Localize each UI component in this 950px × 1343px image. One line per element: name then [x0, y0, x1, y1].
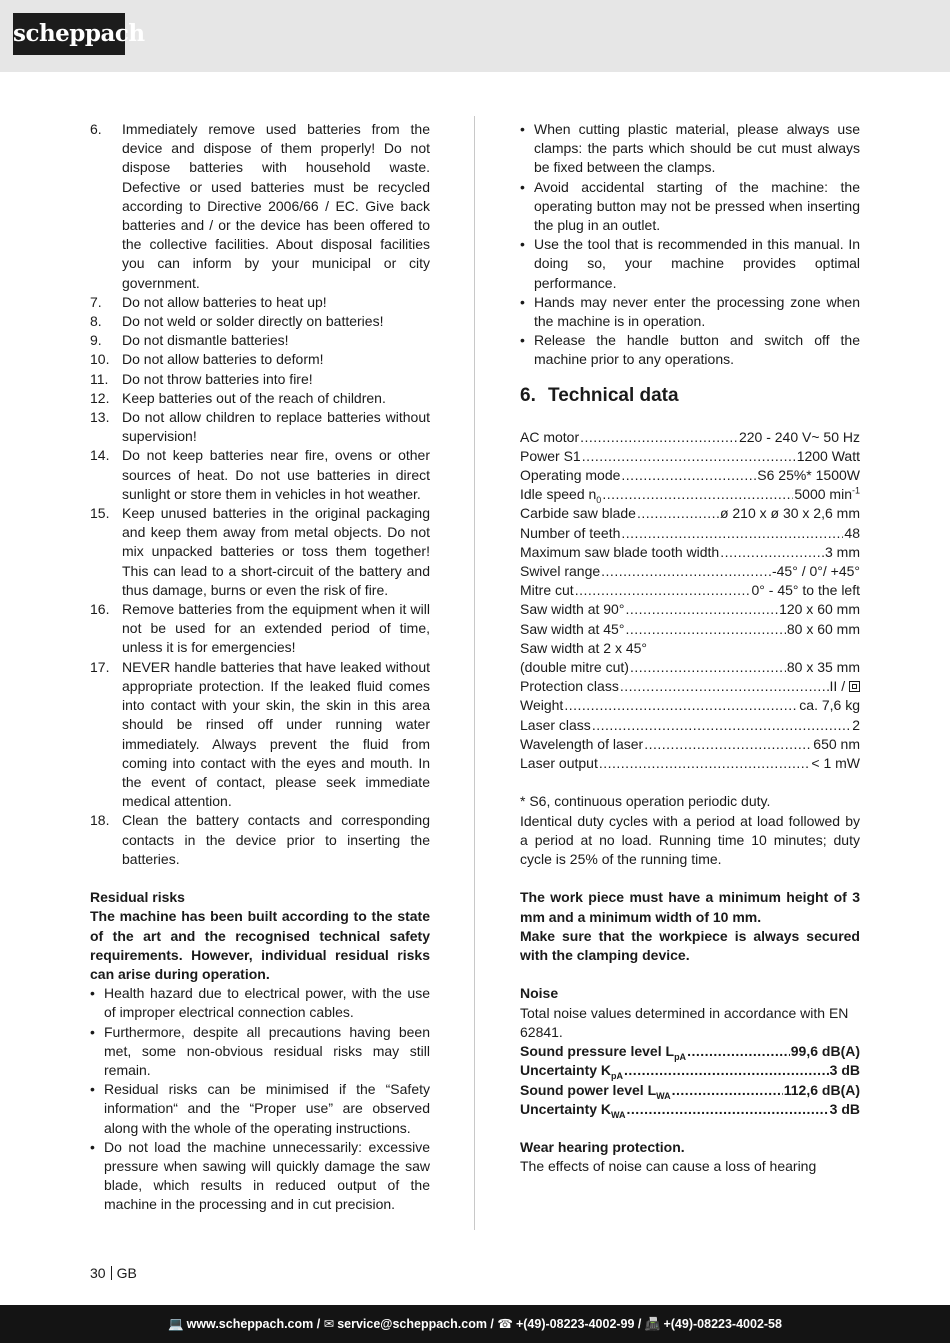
scheppach-logo: scheppach: [13, 13, 125, 55]
list-item: • Use the tool that is recommended in this manual. In doing so, your machine provides optimal performance.: [520, 235, 860, 293]
tech-row: Mitre cut ..... 0° - 45° to the left: [520, 581, 860, 600]
computer-icon: 💻: [168, 1317, 184, 1331]
noise-row: Uncertainty $K_{WA}$ ..... 3 dB: [520, 1100, 860, 1119]
noise-row: Uncertainty $K_{pA}$ ..... 3 dB: [520, 1061, 860, 1080]
bullet-icon: •: [90, 1023, 95, 1040]
list-item: • Release the handle button and switch off the machine prior to any operations.: [520, 331, 860, 369]
website-link[interactable]: www.scheppach.com /: [186, 1317, 321, 1331]
noise-row: Sound pressure level $L_{pA}$ ..... 99,6 dB(A): [520, 1042, 860, 1061]
s6-description: Identical duty cycles with a period at load followed by a period at no load. Running time 10 minutes; duty cycle is 25% of the running time.: [520, 812, 860, 868]
list-item: 14. Do not keep batteries near fire, ovens or other sources of heat. Do not use batteries in direct sunlight or store them in vehicles in hot weather.: [90, 447, 430, 502]
tech-row: Laser output ..... < 1 mW: [520, 754, 860, 773]
list-item: 12. Keep batteries out of the reach of children.: [90, 389, 386, 406]
column-divider: [474, 116, 475, 1230]
separator: [111, 1266, 112, 1280]
tech-row: Weight ..... ca. 7,6 kg: [520, 696, 860, 715]
list-item: • Do not load the machine unnecessarily: excessive pressure when sawing will quickly damage the saw blade, which results in reduced output of the machine in the processing and in cut precision.: [90, 1138, 430, 1215]
tech-row: Swivel range ..... -45° / 0°/ +45°: [520, 562, 860, 581]
tech-row: Wavelength of laser ..... 650 nm: [520, 735, 860, 754]
noise-table: [520, 1042, 860, 1119]
bullet-icon: •: [520, 121, 525, 137]
email-link[interactable]: service@scheppach.com /: [337, 1317, 494, 1331]
list-item: 9. Do not dismantle batteries!: [90, 332, 289, 349]
tech-row: Number of teeth ..... 48: [520, 524, 860, 543]
tech-row: AC motor ..... 220 - 240 V~ 50 Hz: [520, 428, 860, 447]
workpiece-note: The work piece must have a minimum height of 3 mm and a minimum width of 10 mm.: [520, 889, 860, 925]
list-item: 8. Do not weld or solder directly on batteries!: [90, 313, 384, 330]
residual-risks-intro: The machine has been built according to the state of the art and the recognised technical safety requirements. However, individual residual risks can arise during operation.: [90, 908, 430, 982]
tech-row: Protection class ..... II /: [520, 677, 860, 696]
tech-row-label: Saw width at 2 x 45°: [520, 639, 647, 656]
list-item: 10. Do not allow batteries to deform!: [90, 351, 324, 368]
list-item: • When cutting plastic material, please always use clamps: the parts which should be cut must always be fixed between the clamps.: [520, 120, 860, 178]
safety-bullet-list: [520, 120, 860, 370]
list-item: 15. Keep unused batteries in the original packaging and keep them away from metal objects. Do not mix unpacked batteries or toss them together! This can lead to a short-circuit of the battery and thus damage, burns or even the risk of fire.: [90, 505, 430, 598]
fax-number: +(49)-08223-4002-58: [663, 1317, 782, 1331]
hearing-protection-title: Wear hearing protection.: [520, 1139, 685, 1156]
tech-row: Power S1 ..... 1200 Watt: [520, 447, 860, 466]
tech-row: (double mitre cut) ..... 80 x 35 mm: [520, 658, 860, 677]
list-item: 11. Do not throw batteries into fire!: [90, 370, 313, 387]
list-item: 7. Do not allow batteries to heat up!: [90, 293, 327, 310]
bullet-icon: •: [520, 293, 525, 310]
phone-icon: ☎: [497, 1317, 513, 1331]
list-item: • Furthermore, despite all precautions having been met, some non-obvious residual risks may still remain.: [90, 1023, 430, 1081]
list-item: 17. NEVER handle batteries that have leaked without appropriate protection. If the leaked fluid comes into contact with your skin, the skin in this area should be rinsed off under running water immediately. Always prevent the fluid from coming into contact with the eyes and mouth. In the event of contact, please seek immediate medical attention.: [90, 658, 430, 810]
left-column: [90, 120, 430, 1215]
tech-row: Saw width at 45° ..... 80 x 60 mm: [520, 620, 860, 639]
list-item: 16. Remove batteries from the equipment when it will not be used for an extended period of time, unless it is for emergencies!: [90, 601, 430, 656]
hearing-protection-text: The effects of noise can cause a loss of hearing: [520, 1158, 817, 1175]
bullet-icon: •: [520, 178, 525, 195]
tech-row: Carbide saw blade ..... ø 210 x ø 30 x 2,6 mm: [520, 504, 860, 523]
tech-row: Idle speed $n_0$ ..... 5000 $\min^{-1}$: [520, 485, 860, 504]
tech-row: Maximum saw blade tooth width ..... 3 mm: [520, 543, 860, 562]
bullet-icon: •: [520, 236, 525, 253]
residual-risks-title: Residual risks: [90, 889, 185, 906]
right-column: [520, 120, 860, 1177]
header-band: [0, 0, 950, 72]
numbered-list: [90, 120, 430, 869]
tech-row: Laser class ..... 2: [520, 716, 860, 735]
page-number: 30 GB: [90, 1265, 137, 1281]
list-item: • Avoid accidental starting of the machine: the operating button may not be pressed when inserting the plug in an outlet.: [520, 178, 860, 236]
technical-data-table: [520, 428, 860, 774]
list-item: 18. Clean the battery contacts and corresponding contacts in the device prior to inserting the batteries.: [90, 812, 430, 867]
mail-icon: ✉: [323, 1317, 335, 1331]
list-item: 13. Do not allow children to replace batteries without supervision!: [90, 409, 430, 445]
list-item: • Hands may never enter the processing zone when the machine is in operation.: [520, 293, 860, 331]
clamping-note: Make sure that the workpiece is always secured with the clamping device.: [520, 927, 860, 964]
list-item: 6. Immediately remove used batteries from the device and dispose of them properly! Do not dispose batteries with household waste. Defective or used batteries must be recycled according to Directive 2006/66 / EC. Give back batteries and / or the device has been offered to the collective facilities. About disposal facilities you can inform by your municipal or city government.: [90, 121, 430, 291]
list-item: • Health hazard due to electrical power, with the use of improper electrical connection cables.: [90, 984, 430, 1022]
bullet-icon: •: [90, 1138, 95, 1155]
fax-icon: 📠: [644, 1317, 661, 1331]
protection-class-icon: [849, 681, 860, 692]
bullet-icon: •: [520, 332, 525, 349]
bullet-icon: •: [90, 1081, 95, 1098]
noise-row: Sound power level $L_{WA}$ ..... 112,6 dB(A): [520, 1081, 860, 1100]
list-item: • Residual risks can be minimised if the “Safety information“ and the “Proper use” are observed along with the whole of the operating instructions.: [90, 1080, 430, 1138]
residual-risks-list: [90, 984, 430, 1214]
contact-footer: [0, 1305, 950, 1343]
tech-row: Operating mode ..... S6 25%* 1500W: [520, 466, 860, 485]
phone-number: +(49)-08223-4002-99 /: [515, 1317, 642, 1331]
tech-row: Saw width at 90° ..... 120 x 60 mm: [520, 600, 860, 619]
bullet-icon: •: [90, 985, 95, 1002]
noise-title: Noise: [520, 985, 559, 1002]
s6-note: * S6, continuous operation periodic duty.: [520, 793, 771, 810]
section-heading: 6. Technical data: [520, 384, 679, 406]
noise-description: Total noise values determined in accordance with EN 62841.: [520, 1004, 849, 1040]
